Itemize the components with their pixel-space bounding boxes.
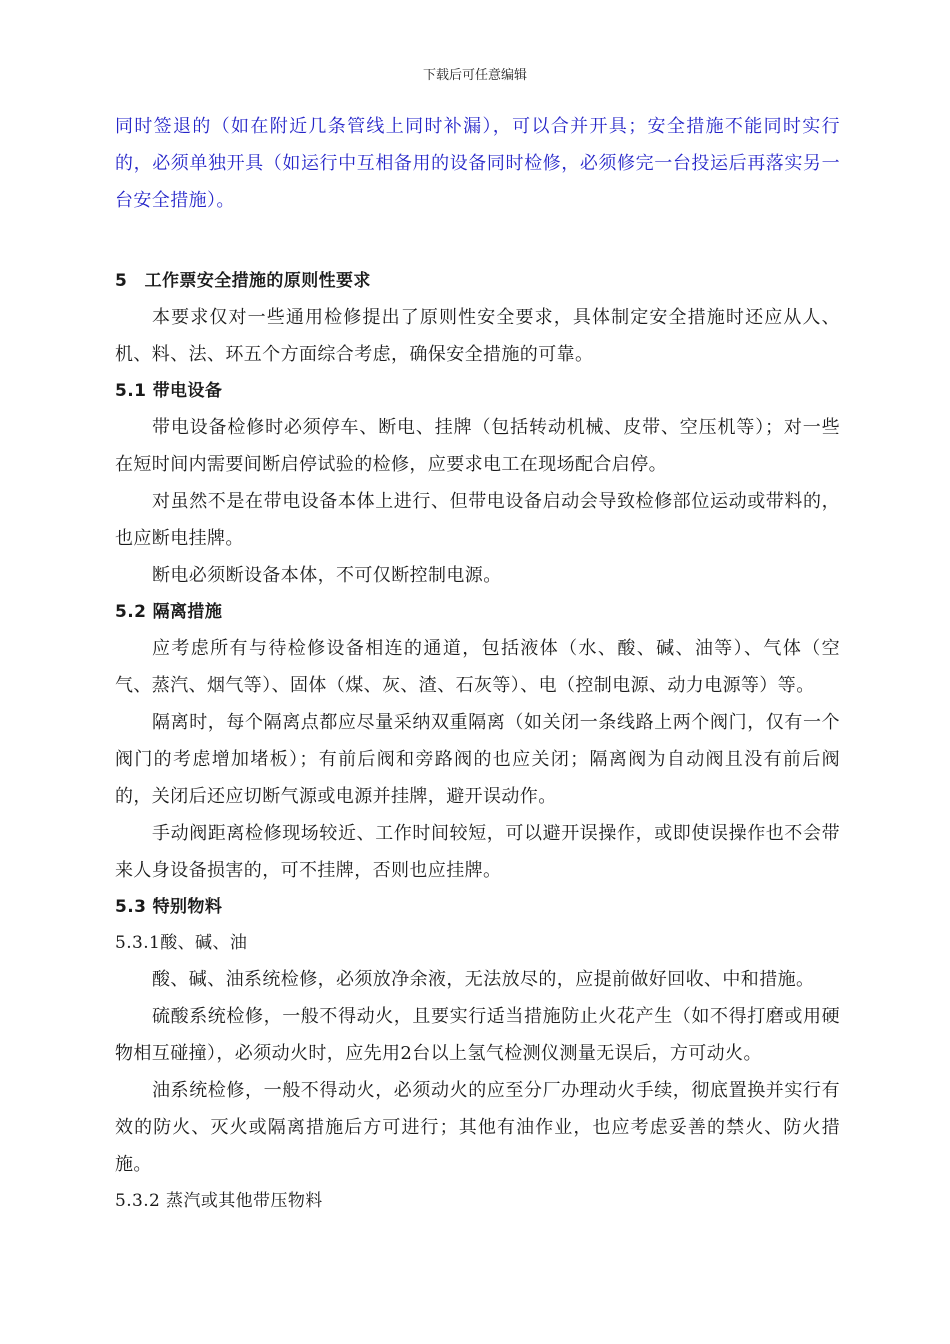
- section-5-1-paragraph-1: 带电设备检修时必须停车、断电、挂牌（包括转动机械、皮带、空压机等）；对一些在短时间内需要间断启停试验的检修，应要求电工在现场配合启停。: [115, 417, 840, 475]
- header-note: 下载后可任意编辑: [422, 68, 527, 83]
- section-5-2-paragraph-3: 手动阀距离检修现场较近、工作时间较短，可以避开误操作，或即使误操作也不会带来人身设备损害的，可不挂牌，否则也应挂牌。: [115, 823, 840, 881]
- section-5-heading: 5 工作票安全措施的原则性要求: [115, 271, 371, 291]
- section-5-paragraph: 本要求仅对一些通用检修提出了原则性安全要求，具体制定安全措施时还应从人、机、料、法、环五个方面综合考虑，确保安全措施的可靠。: [115, 307, 840, 365]
- section-5-3-1-paragraph-3: 油系统检修，一般不得动火，必须动火的应至分厂办理动火手续，彻底置换并实行有效的防火、灭火或隔离措施后方可进行；其他有油作业，也应考虑妥善的禁火、防火措施。: [115, 1080, 840, 1175]
- section-5-3-1-paragraph-1: 酸、碱、油系统检修，必须放净余液，无法放尽的，应提前做好回收、中和措施。: [152, 969, 815, 990]
- section-5-2-paragraph-2: 隔离时，每个隔离点都应尽量采纳双重隔离（如关闭一条线路上两个阀门，仅有一个阀门的考虑增加堵板）；有前后阀和旁路阀的也应关闭；隔离阀为自动阀且没有前后阀的，关闭后还应切断气源或电源并挂牌，避开误动作。: [115, 712, 840, 807]
- section-5-1-paragraph-3: 断电必须断设备本体，不可仅断控制电源。: [152, 565, 502, 586]
- spacer: [115, 219, 840, 255]
- section-5-3-heading: 5.3 特别物料: [115, 897, 223, 917]
- section-5-1-paragraph-2: 对虽然不是在带电设备本体上进行、但带电设备启动会导致检修部位运动或带料的，也应断电挂牌。: [115, 491, 840, 549]
- intro-paragraph: 同时签退的（如在附近几条管线上同时补漏），可以合并开具；安全措施不能同时实行的，必须单独开具（如运行中互相备用的设备同时检修，必须修完一台投运后再落实另一台安全措施）。: [115, 116, 840, 211]
- section-5-3-1-paragraph-2: 硫酸系统检修，一般不得动火，且要实行适当措施防止火花产生（如不得打磨或用硬物相互碰撞），必须动火时，应先用2台以上氢气检测仪测量无误后，方可动火。: [115, 1006, 840, 1064]
- section-5-3-2-heading: 5.3.2 蒸汽或其他带压物料: [115, 1191, 323, 1211]
- section-5-2-heading: 5.2 隔离措施: [115, 602, 223, 622]
- section-5-2-paragraph-1: 应考虑所有与待检修设备相连的通道，包括液体（水、酸、碱、油等）、气体（空气、蒸汽、烟气等）、固体（煤、灰、渣、石灰等）、电（控制电源、动力电源等）等。: [115, 638, 840, 696]
- document-body: [115, 108, 840, 1219]
- section-5-1-heading: 5.1 带电设备: [115, 381, 223, 401]
- section-5-3-1-heading: 5.3.1酸、碱、油: [115, 933, 248, 953]
